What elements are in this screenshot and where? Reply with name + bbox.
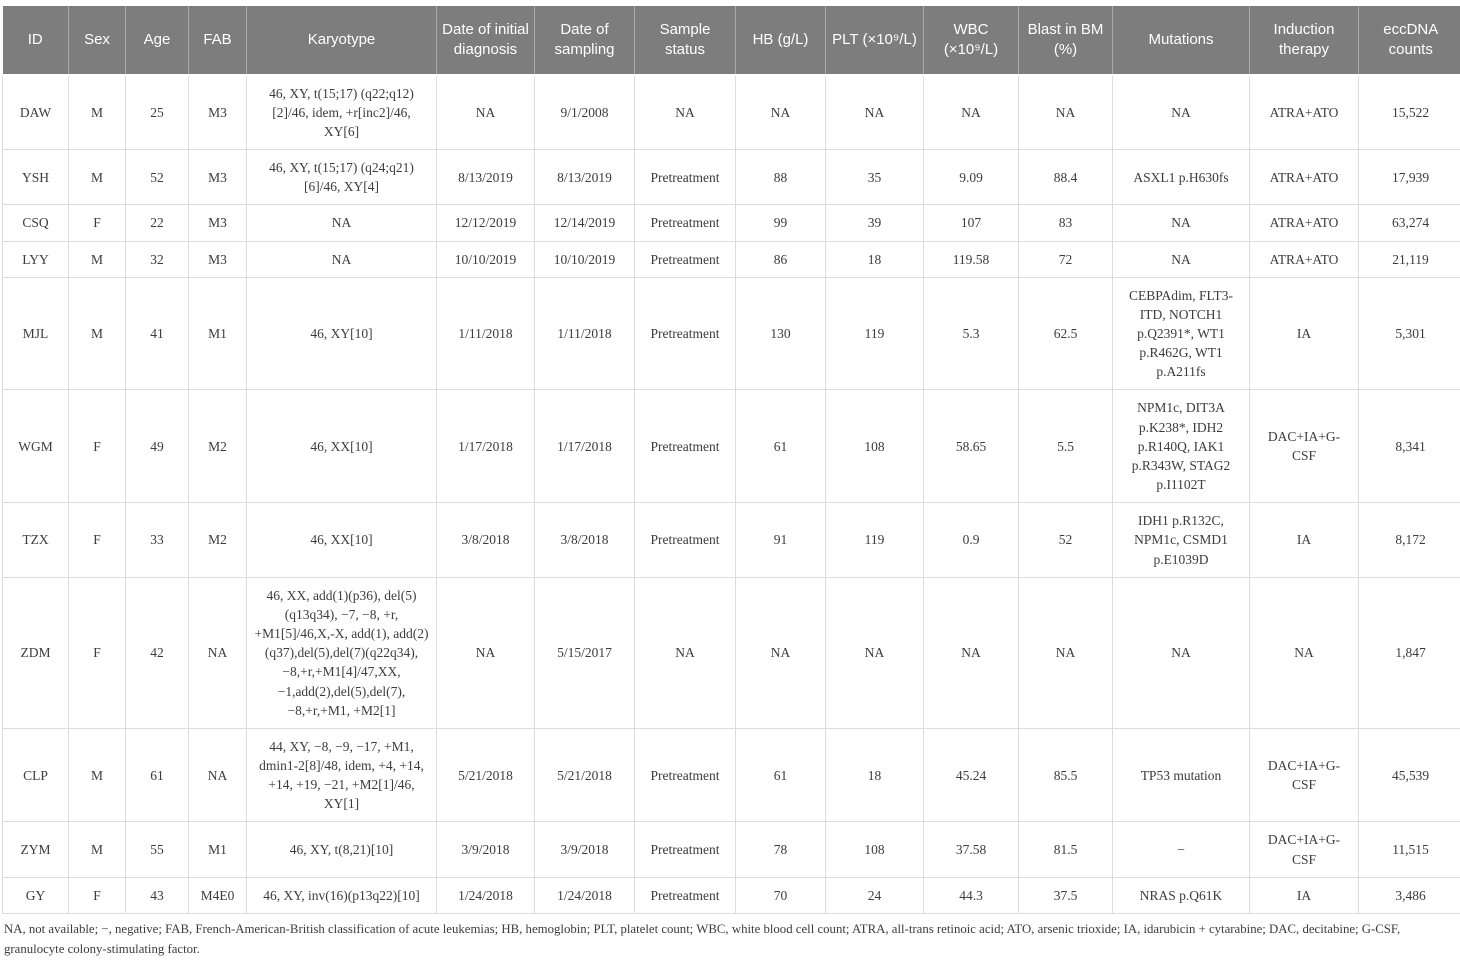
cell-blast-in-bm: 72 — [1019, 241, 1113, 277]
cell-eccdna-counts: 11,515 — [1359, 822, 1460, 877]
table-row-daw — [3, 75, 1460, 150]
cell-age: 42 — [126, 577, 189, 728]
cell-wbc: 5.3 — [924, 277, 1019, 390]
cell-fab: M3 — [189, 150, 247, 205]
cell-sex: F — [69, 577, 126, 728]
cell-plt: 24 — [826, 877, 924, 913]
cell-date-of-initial-diagnosis: 1/24/2018 — [437, 877, 535, 913]
cell-fab: M1 — [189, 277, 247, 390]
cell-id: DAW — [3, 75, 69, 150]
column-header-hb: HB (g/L) — [736, 6, 826, 75]
cell-fab: M3 — [189, 205, 247, 241]
cell-date-of-sampling: 1/17/2018 — [535, 390, 635, 503]
cell-sex: M — [69, 150, 126, 205]
cell-plt: 108 — [826, 390, 924, 503]
cell-age: 33 — [126, 503, 189, 577]
cell-fab: NA — [189, 577, 247, 728]
cell-fab: M3 — [189, 241, 247, 277]
cell-sex: M — [69, 277, 126, 390]
cell-plt: 39 — [826, 205, 924, 241]
cell-date-of-sampling: 3/8/2018 — [535, 503, 635, 577]
cell-karyotype: 46, XY, inv(16)(p13q22)[10] — [247, 877, 437, 913]
column-header-age: Age — [126, 6, 189, 75]
cell-eccdna-counts: 63,274 — [1359, 205, 1460, 241]
cell-mutations: − — [1113, 822, 1250, 877]
cell-induction-therapy: ATRA+ATO — [1250, 241, 1359, 277]
cell-karyotype: 46, XY[10] — [247, 277, 437, 390]
cell-mutations: NA — [1113, 577, 1250, 728]
cell-id: TZX — [3, 503, 69, 577]
cell-date-of-initial-diagnosis: NA — [437, 577, 535, 728]
cell-fab: NA — [189, 728, 247, 822]
column-header-induction-therapy: Induction therapy — [1250, 6, 1359, 75]
cell-age: 22 — [126, 205, 189, 241]
column-header-karyotype: Karyotype — [247, 6, 437, 75]
table-row-wgm — [3, 390, 1460, 503]
cell-plt: 108 — [826, 822, 924, 877]
cell-hb: 86 — [736, 241, 826, 277]
cell-induction-therapy: DAC+IA+G-CSF — [1250, 822, 1359, 877]
cell-blast-in-bm: NA — [1019, 75, 1113, 150]
column-header-plt: PLT (×10⁹/L) — [826, 6, 924, 75]
cell-mutations: CEBPAdim, FLT3-ITD, NOTCH1 p.Q2391*, WT1 p.R462G, WT1 p.A211fs — [1113, 277, 1250, 390]
cell-plt: 119 — [826, 277, 924, 390]
cell-date-of-sampling: 1/24/2018 — [535, 877, 635, 913]
cell-eccdna-counts: 1,847 — [1359, 577, 1460, 728]
cell-mutations: IDH1 p.R132C, NPM1c, CSMD1 p.E1039D — [1113, 503, 1250, 577]
cell-wbc: 45.24 — [924, 728, 1019, 822]
cell-plt: 18 — [826, 728, 924, 822]
cell-fab: M2 — [189, 503, 247, 577]
cell-date-of-sampling: 10/10/2019 — [535, 241, 635, 277]
cell-eccdna-counts: 8,172 — [1359, 503, 1460, 577]
table-body — [3, 75, 1460, 914]
table-row-zdm — [3, 577, 1460, 728]
cell-date-of-sampling: 9/1/2008 — [535, 75, 635, 150]
cell-eccdna-counts: 45,539 — [1359, 728, 1460, 822]
cell-age: 55 — [126, 822, 189, 877]
cell-sample-status: Pretreatment — [635, 150, 736, 205]
cell-id: YSH — [3, 150, 69, 205]
cell-karyotype: 46, XX[10] — [247, 390, 437, 503]
cell-sample-status: Pretreatment — [635, 877, 736, 913]
cell-fab: M2 — [189, 390, 247, 503]
column-header-blast-in-bm: Blast in BM (%) — [1019, 6, 1113, 75]
cell-wbc: 119.58 — [924, 241, 1019, 277]
cell-mutations: TP53 mutation — [1113, 728, 1250, 822]
cell-plt: NA — [826, 577, 924, 728]
table-row-zym — [3, 822, 1460, 877]
cell-mutations: NA — [1113, 205, 1250, 241]
table-row-csq — [3, 205, 1460, 241]
cell-date-of-initial-diagnosis: 1/11/2018 — [437, 277, 535, 390]
cell-wbc: NA — [924, 75, 1019, 150]
cell-age: 43 — [126, 877, 189, 913]
column-header-date-of-initial-diagnosis: Date of initial diagnosis — [437, 6, 535, 75]
cell-age: 41 — [126, 277, 189, 390]
column-header-fab: FAB — [189, 6, 247, 75]
column-header-wbc: WBC (×10⁹/L) — [924, 6, 1019, 75]
cell-plt: 18 — [826, 241, 924, 277]
cell-hb: 61 — [736, 390, 826, 503]
cell-date-of-sampling: 5/15/2017 — [535, 577, 635, 728]
cell-induction-therapy: DAC+IA+G-CSF — [1250, 390, 1359, 503]
cell-hb: 130 — [736, 277, 826, 390]
cell-fab: M4E0 — [189, 877, 247, 913]
cell-sex: F — [69, 205, 126, 241]
cell-plt: 35 — [826, 150, 924, 205]
cell-karyotype: NA — [247, 241, 437, 277]
cell-blast-in-bm: 81.5 — [1019, 822, 1113, 877]
column-header-id: ID — [3, 6, 69, 75]
cell-date-of-initial-diagnosis: 3/9/2018 — [437, 822, 535, 877]
cell-blast-in-bm: 37.5 — [1019, 877, 1113, 913]
cell-mutations: NA — [1113, 241, 1250, 277]
cell-id: GY — [3, 877, 69, 913]
cell-induction-therapy: IA — [1250, 277, 1359, 390]
cell-sample-status: Pretreatment — [635, 728, 736, 822]
cell-induction-therapy: ATRA+ATO — [1250, 150, 1359, 205]
cell-date-of-initial-diagnosis: 8/13/2019 — [437, 150, 535, 205]
column-header-mutations: Mutations — [1113, 6, 1250, 75]
cell-karyotype: NA — [247, 205, 437, 241]
cell-fab: M1 — [189, 822, 247, 877]
cell-id: CLP — [3, 728, 69, 822]
table-row-tzx — [3, 503, 1460, 577]
cell-wbc: 0.9 — [924, 503, 1019, 577]
cell-date-of-initial-diagnosis: 1/17/2018 — [437, 390, 535, 503]
cell-age: 61 — [126, 728, 189, 822]
cell-blast-in-bm: 85.5 — [1019, 728, 1113, 822]
cell-karyotype: 46, XX, add(1)(p36), del(5)(q13q34), −7, −8, +r, +M1[5]/46,X,-X, add(1), add(2)(q37),del(5),del(7)(q22q34),−8,+r,+M1[4]/47,XX,−1,add(2),del(5),del(7),−8,+r,+M1, +M2[1] — [247, 577, 437, 728]
cell-hb: 78 — [736, 822, 826, 877]
cell-induction-therapy: ATRA+ATO — [1250, 75, 1359, 150]
cell-date-of-initial-diagnosis: 12/12/2019 — [437, 205, 535, 241]
cell-karyotype: 46, XY, t(8,21)[10] — [247, 822, 437, 877]
cell-id: WGM — [3, 390, 69, 503]
cell-induction-therapy: ATRA+ATO — [1250, 205, 1359, 241]
cell-id: ZDM — [3, 577, 69, 728]
cell-date-of-sampling: 8/13/2019 — [535, 150, 635, 205]
cell-karyotype: 46, XY, t(15;17) (q24;q21)[6]/46, XY[4] — [247, 150, 437, 205]
cell-mutations: NPM1c, DIT3A p.K238*, IDH2 p.R140Q, IAK1 p.R343W, STAG2 p.I1102T — [1113, 390, 1250, 503]
cell-sample-status: Pretreatment — [635, 241, 736, 277]
cell-induction-therapy: IA — [1250, 877, 1359, 913]
cell-id: LYY — [3, 241, 69, 277]
cell-sample-status: Pretreatment — [635, 277, 736, 390]
cell-induction-therapy: IA — [1250, 503, 1359, 577]
table-row-lyy — [3, 241, 1460, 277]
cell-blast-in-bm: 83 — [1019, 205, 1113, 241]
cell-sample-status: Pretreatment — [635, 390, 736, 503]
cell-karyotype: 46, XY, t(15;17) (q22;q12)[2]/46, idem, +r[inc2]/46, XY[6] — [247, 75, 437, 150]
cell-sample-status: NA — [635, 75, 736, 150]
cell-mutations: ASXL1 p.H630fs — [1113, 150, 1250, 205]
cell-age: 52 — [126, 150, 189, 205]
cell-wbc: 44.3 — [924, 877, 1019, 913]
cell-age: 25 — [126, 75, 189, 150]
cell-wbc: 9.09 — [924, 150, 1019, 205]
column-header-eccdna-counts: eccDNA counts — [1359, 6, 1460, 75]
cell-date-of-initial-diagnosis: 10/10/2019 — [437, 241, 535, 277]
table-header — [3, 6, 1460, 75]
cell-hb: 70 — [736, 877, 826, 913]
cell-blast-in-bm: 5.5 — [1019, 390, 1113, 503]
cell-sample-status: NA — [635, 577, 736, 728]
cell-sex: M — [69, 75, 126, 150]
cell-sex: F — [69, 503, 126, 577]
cell-sex: M — [69, 241, 126, 277]
cell-hb: NA — [736, 577, 826, 728]
column-header-sample-status: Sample status — [635, 6, 736, 75]
cell-fab: M3 — [189, 75, 247, 150]
table-row-mjl — [3, 277, 1460, 390]
cell-hb: 88 — [736, 150, 826, 205]
table-row-ysh — [3, 150, 1460, 205]
cell-blast-in-bm: NA — [1019, 577, 1113, 728]
cell-date-of-initial-diagnosis: NA — [437, 75, 535, 150]
cell-id: CSQ — [3, 205, 69, 241]
cell-date-of-sampling: 5/21/2018 — [535, 728, 635, 822]
column-header-sex: Sex — [69, 6, 126, 75]
table-footnote: NA, not available; −, negative; FAB, French-American-British classification of acute leukemias; HB, hemoglobin; PLT, platelet count; WBC, white blood cell count; ATRA, all-trans retinoic acid; ATO, arsenic trioxide; IA, idarubicin + cytarabine; DAC, decitabine; G-CSF, granulocyte colony-stimulating factor. — [4, 921, 1401, 956]
column-header-date-of-sampling: Date of sampling — [535, 6, 635, 75]
cell-date-of-sampling: 12/14/2019 — [535, 205, 635, 241]
cell-age: 49 — [126, 390, 189, 503]
cell-mutations: NA — [1113, 75, 1250, 150]
cell-hb: 61 — [736, 728, 826, 822]
cell-date-of-sampling: 3/9/2018 — [535, 822, 635, 877]
cell-sample-status: Pretreatment — [635, 503, 736, 577]
cell-sex: F — [69, 877, 126, 913]
cell-age: 32 — [126, 241, 189, 277]
cell-hb: NA — [736, 75, 826, 150]
cell-wbc: 107 — [924, 205, 1019, 241]
cell-eccdna-counts: 21,119 — [1359, 241, 1460, 277]
cell-eccdna-counts: 8,341 — [1359, 390, 1460, 503]
table-row-clp — [3, 728, 1460, 822]
cell-sex: M — [69, 728, 126, 822]
cell-wbc: 37.58 — [924, 822, 1019, 877]
cell-induction-therapy: DAC+IA+G-CSF — [1250, 728, 1359, 822]
cell-hb: 99 — [736, 205, 826, 241]
header-row — [3, 6, 1460, 75]
cell-eccdna-counts: 3,486 — [1359, 877, 1460, 913]
cell-plt: NA — [826, 75, 924, 150]
patient-characteristics-table — [2, 6, 1460, 914]
cell-date-of-initial-diagnosis: 3/8/2018 — [437, 503, 535, 577]
cell-karyotype: 44, XY, −8, −9, −17, +M1, dmin1-2[8]/48, idem, +4, +14, +14, +19, −21, +M2[1]/46, XY[1] — [247, 728, 437, 822]
cell-plt: 119 — [826, 503, 924, 577]
cell-eccdna-counts: 5,301 — [1359, 277, 1460, 390]
cell-hb: 91 — [736, 503, 826, 577]
cell-id: ZYM — [3, 822, 69, 877]
cell-eccdna-counts: 15,522 — [1359, 75, 1460, 150]
cell-blast-in-bm: 62.5 — [1019, 277, 1113, 390]
cell-blast-in-bm: 52 — [1019, 503, 1113, 577]
cell-id: MJL — [3, 277, 69, 390]
cell-sample-status: Pretreatment — [635, 822, 736, 877]
cell-induction-therapy: NA — [1250, 577, 1359, 728]
cell-eccdna-counts: 17,939 — [1359, 150, 1460, 205]
cell-wbc: 58.65 — [924, 390, 1019, 503]
cell-sex: F — [69, 390, 126, 503]
cell-sex: M — [69, 822, 126, 877]
cell-karyotype: 46, XX[10] — [247, 503, 437, 577]
cell-date-of-sampling: 1/11/2018 — [535, 277, 635, 390]
cell-blast-in-bm: 88.4 — [1019, 150, 1113, 205]
cell-sample-status: Pretreatment — [635, 205, 736, 241]
cell-wbc: NA — [924, 577, 1019, 728]
table-row-gy — [3, 877, 1460, 913]
cell-mutations: NRAS p.Q61K — [1113, 877, 1250, 913]
cell-date-of-initial-diagnosis: 5/21/2018 — [437, 728, 535, 822]
